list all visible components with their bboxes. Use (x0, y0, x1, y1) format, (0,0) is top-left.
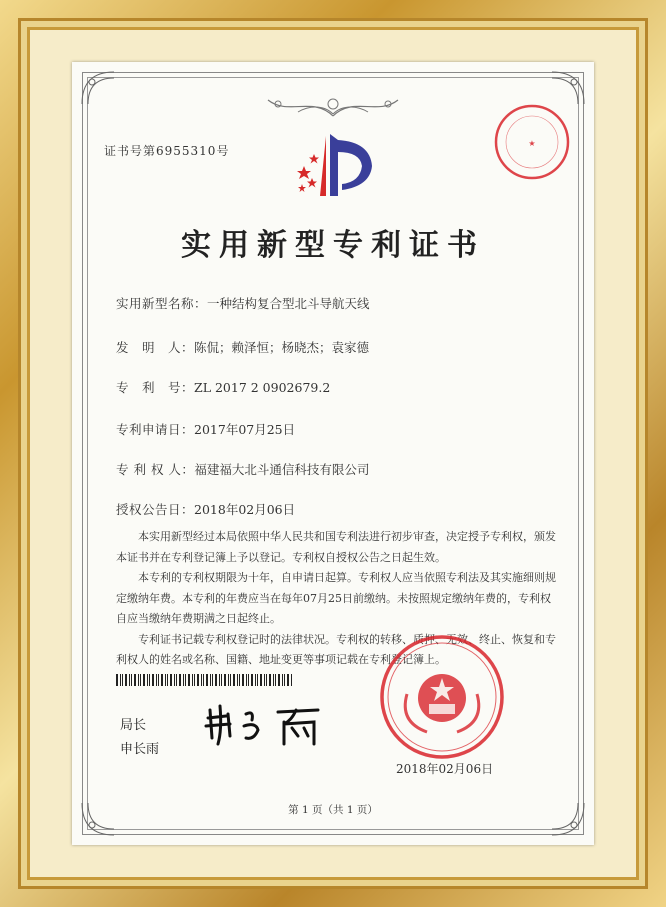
barcode-bar (183, 674, 184, 686)
barcode-bar (165, 674, 166, 686)
field-value: 福建福大北斗通信科技有限公司 (194, 462, 370, 477)
field-value: ZL 2017 2 0902679.2 (194, 380, 331, 395)
field-label: 发 明 人： (116, 340, 195, 355)
barcode-bar (278, 674, 280, 686)
director-title: 局长 (120, 718, 147, 733)
field-value: 一种结构复合型北斗导航天线 (207, 296, 370, 311)
field-label: 实用新型名称： (116, 296, 208, 311)
barcode-bar (138, 674, 139, 686)
barcode-bar (140, 674, 141, 686)
page-number: 第 1 页（共 1 页） (288, 804, 378, 816)
barcode-bar (156, 674, 157, 686)
field-label: 授权公告日： (116, 502, 195, 517)
director-signature-icon (200, 700, 330, 750)
barcode-bar (291, 674, 292, 686)
barcode-bar (239, 674, 240, 686)
body-paragraph: 专利证书记载专利权登记时的法律状况。专利权的转移、质押、无效、终止、恢复和专利权人的姓名或名称、国籍、地址变更等事项记载在专利登记簿上。 (116, 632, 556, 666)
barcode-bar (282, 674, 283, 686)
page-title: 实用新型专利证书 (181, 228, 485, 263)
barcode-bar (269, 674, 271, 686)
barcode-icon (116, 674, 292, 686)
body-paragraph: 本实用新型经过本局依照中华人民共和国专利法进行初步审查，决定授予专利权，颁发本证书并在专利登记簿上予以登记。专利权自授权公告之日起生效。 (116, 530, 556, 564)
barcode-bar (224, 674, 226, 686)
barcode-bar (248, 674, 249, 686)
barcode-bar (230, 674, 231, 686)
barcode-bar (125, 674, 127, 686)
barcode-bar (257, 674, 258, 686)
top-ornament-icon (258, 86, 408, 122)
barcode-bar (149, 674, 150, 686)
agency-seal-icon (492, 102, 572, 182)
barcode-bar (219, 674, 220, 686)
barcode-bar (176, 674, 177, 686)
barcode-bar (233, 674, 235, 686)
barcode-bar (242, 674, 244, 686)
patent-office-logo-icon (290, 126, 380, 206)
field-patentee (116, 460, 369, 478)
field-grant-date (116, 500, 295, 518)
barcode-bar (152, 674, 154, 686)
field-patent-number (116, 378, 330, 396)
issue-date: 2018年02月06日 (396, 762, 494, 776)
barcode-bar (246, 674, 247, 686)
barcode-bar (122, 674, 123, 686)
barcode-bar (203, 674, 204, 686)
barcode-bar (129, 674, 130, 686)
barcode-bar (158, 674, 159, 686)
field-value: 2017年07月25日 (194, 422, 296, 437)
barcode-bar (266, 674, 267, 686)
barcode-bar (174, 674, 175, 686)
barcode-bar (120, 674, 121, 686)
barcode-bar (228, 674, 229, 686)
barcode-bar (260, 674, 262, 686)
barcode-bar (197, 674, 199, 686)
certificate-paper (72, 62, 594, 845)
barcode-bar (143, 674, 145, 686)
body-paragraph: 本专利的专利权期限为十年，自申请日起算。专利权人应当依照专利法及其实施细则规定缴纳年费。本专利的年费应当在每年07月25日前缴纳。未按照规定缴纳年费的，专利权自应当缴纳年费期满之日起终止。 (116, 571, 556, 625)
field-label: 专利申请日： (116, 422, 195, 437)
barcode-bar (206, 674, 208, 686)
barcode-bar (185, 674, 186, 686)
barcode-bar (255, 674, 256, 686)
director-name: 申长雨 (120, 742, 160, 757)
barcode-bar (194, 674, 195, 686)
barcode-bar (131, 674, 132, 686)
corner-ornament-icon (78, 68, 118, 108)
field-utility-model-name (116, 294, 370, 312)
svg-text:★: ★ (528, 139, 536, 148)
barcode-bar (161, 674, 163, 686)
barcode-bar (221, 674, 222, 686)
field-value: 陈侃；赖泽恒；杨晓杰；袁家德 (194, 340, 370, 355)
barcode-bar (167, 674, 168, 686)
barcode-bar (170, 674, 172, 686)
barcode-bar (212, 674, 213, 686)
barcode-bar (284, 674, 285, 686)
barcode-bar (116, 674, 118, 686)
barcode-bar (134, 674, 136, 686)
barcode-bar (201, 674, 202, 686)
barcode-bar (179, 674, 181, 686)
certificate-number: 证书号第6955310号 (104, 144, 230, 158)
national-ip-administration-seal-icon (377, 632, 507, 762)
barcode-bar (237, 674, 238, 686)
field-application-date (116, 420, 295, 438)
barcode-bar (287, 674, 289, 686)
barcode-bar (210, 674, 211, 686)
barcode-bar (264, 674, 265, 686)
barcode-bar (188, 674, 190, 686)
barcode-bar (251, 674, 253, 686)
barcode-bar (147, 674, 148, 686)
field-value: 2018年02月06日 (194, 502, 296, 517)
field-label: 专 利 号： (116, 380, 195, 395)
field-inventors (116, 338, 369, 356)
barcode-bar (192, 674, 193, 686)
field-label: 专 利 权 人： (116, 462, 195, 477)
barcode-bar (215, 674, 217, 686)
barcode-bar (275, 674, 276, 686)
barcode-bar (273, 674, 274, 686)
